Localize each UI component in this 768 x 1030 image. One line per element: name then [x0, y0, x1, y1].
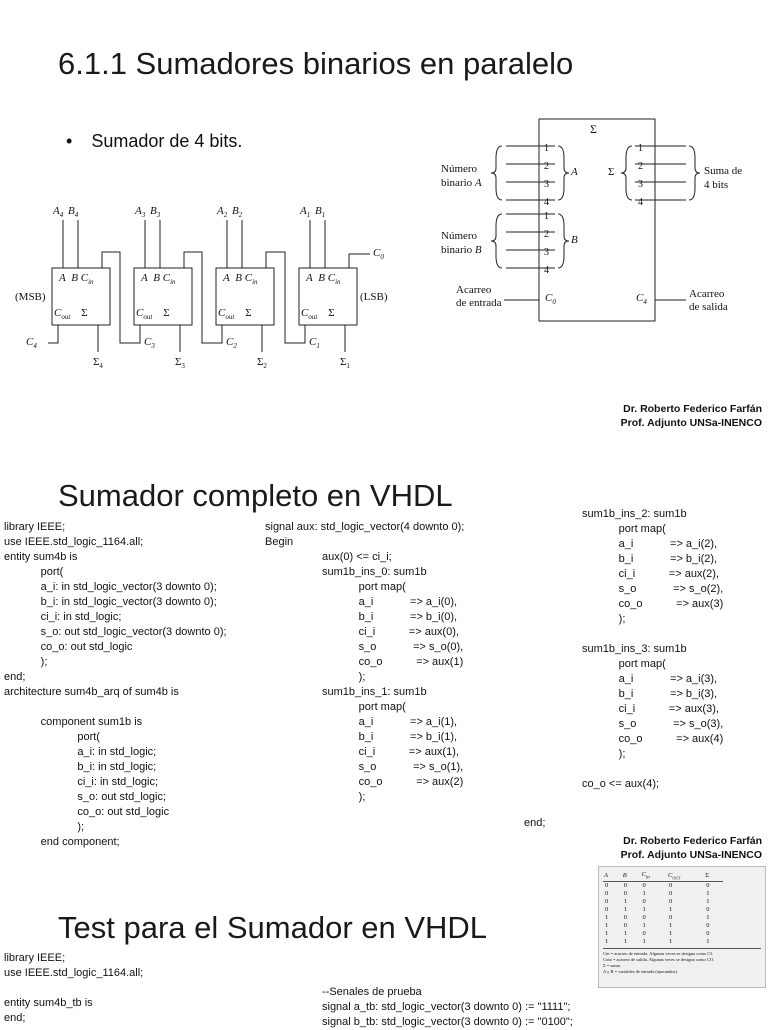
box2-b: B: [235, 272, 242, 284]
vhdl-col1: [4, 520, 227, 850]
truth-table-cell: 1: [642, 890, 646, 898]
code-col3-line: );: [582, 613, 626, 625]
label-sigma: Σ: [608, 166, 615, 178]
carry-in-line1: Acarreo: [456, 284, 492, 296]
box3-a: A: [141, 272, 148, 284]
sum2-label: [257, 356, 267, 370]
slide2-credit: [621, 834, 762, 862]
lsb-label: (LSB): [360, 291, 388, 303]
code-col2a-line: signal aux: std_logic_vector(4 downto 0);: [265, 521, 465, 533]
code-col1-line: ci_i: in std_logic;: [4, 776, 159, 788]
box1-cout-sub: out: [308, 313, 318, 322]
box4-cin: C: [80, 272, 89, 284]
label-b: B: [571, 234, 578, 246]
box4-top-labels: [59, 272, 94, 286]
truth-table-cell: 1: [642, 938, 646, 946]
box1-cin: C: [327, 272, 336, 284]
c2-letter: C: [226, 336, 234, 348]
truth-table: [598, 866, 766, 988]
truth-table-cell: 1: [669, 938, 673, 946]
box3-b: B: [153, 272, 160, 284]
truth-table-row: [603, 930, 723, 938]
code-col1-line: port(: [4, 566, 64, 578]
b3-label: B: [149, 205, 157, 217]
c4-letter: C: [26, 336, 34, 348]
truth-table-cell: 1: [623, 930, 628, 938]
th-cout-sub: OUT: [672, 874, 681, 880]
pin-b3: 3: [544, 247, 549, 258]
box2-cin: C: [244, 272, 253, 284]
truth-table-cell: 0: [706, 906, 710, 914]
a2-sub: 2: [223, 211, 228, 220]
code-col1-line: );: [4, 656, 48, 668]
truth-table-cell: 0: [706, 882, 710, 890]
code-col1-line: library IEEE;: [4, 521, 66, 533]
pin-a2: 2: [544, 161, 549, 172]
code-col1-line: [4, 700, 227, 715]
truth-table-row: [603, 890, 723, 898]
note-cin: Cin = acarreo de entrada. Algunas veces se designa como CI.: [603, 951, 713, 957]
block-c0: [545, 292, 556, 306]
truth-table-cell: 0: [642, 930, 646, 938]
vhdl-col3: [582, 507, 723, 792]
truth-table-cell: 0: [642, 882, 646, 890]
sum-line2: 4 bits: [704, 179, 729, 191]
code-col1-line: a_i: in std_logic;: [4, 746, 157, 758]
b3-sub: 3: [156, 211, 161, 220]
truth-table-cell: 1: [623, 906, 628, 914]
sum1-label: [340, 356, 350, 370]
box2-top-labels: [223, 272, 258, 286]
truth-table-row: [603, 938, 723, 946]
code-col3-line: b_i => b_i(3),: [582, 688, 718, 700]
box2-cout-sub: out: [225, 313, 235, 322]
code-col1-line: b_i: in std_logic;: [4, 761, 157, 773]
note-sum: Σ = suma: [603, 963, 620, 969]
pin-a3: 3: [544, 179, 549, 190]
code-col3-line: [582, 627, 723, 642]
truth-table-cell: 1: [605, 938, 609, 946]
num-b-binario: binario: [441, 244, 473, 256]
code-col2b-line: s_o => s_o(1),: [322, 761, 464, 773]
truth-table-cell: 0: [623, 882, 628, 890]
b2-sub: 2: [238, 211, 243, 220]
truth-table-row: [603, 882, 723, 891]
msb-label: (MSB): [15, 291, 46, 303]
pins-b: [544, 208, 549, 280]
code-col3-line: ci_i => aux(2),: [582, 568, 719, 580]
truth-table-cell: 1: [642, 922, 646, 930]
sum1-sub: 1: [346, 362, 350, 371]
vhdl-col2a: [265, 520, 464, 550]
credit1-line1: Dr. Roberto Federico Farfán: [623, 403, 762, 415]
code-col2b-line: b_i => b_i(1),: [322, 731, 458, 743]
code-col3-line: a_i => a_i(3),: [582, 673, 718, 685]
c4-sub: 4: [33, 342, 37, 351]
code-col2b-line: a_i => a_i(0),: [322, 596, 458, 608]
code-col3-line: port map(: [582, 658, 666, 670]
c0-letter: C: [373, 247, 381, 259]
pins-out: [638, 140, 643, 212]
code-col1-line: );: [4, 821, 85, 833]
code-col3-line: ci_i => aux(3),: [582, 703, 719, 715]
box4-cin-sub: in: [88, 278, 94, 287]
truth-table-cell: 0: [605, 890, 609, 898]
box1-sigma: Σ: [328, 307, 335, 319]
truth-table-cell: 0: [706, 930, 710, 938]
sum-line1: Suma de: [704, 165, 743, 177]
carry-out-line2: de salida: [689, 301, 728, 313]
note-operands: A y B = variables de entrada (operandos): [603, 969, 677, 975]
box3-cout-sub: out: [143, 313, 153, 322]
carry-out-label: [689, 288, 728, 314]
truth-table-cell: 1: [669, 922, 673, 930]
carry-in-label: [456, 284, 502, 310]
truth-table-cell: 1: [706, 898, 710, 906]
code-col2b-line: port map(: [322, 581, 406, 593]
truth-table-row: [603, 914, 723, 922]
truth-table-cell: 0: [605, 882, 609, 890]
tb-col1-line: end;: [4, 1012, 26, 1024]
box4-sigma: Σ: [81, 307, 88, 319]
sum-bits-label: [704, 164, 742, 192]
truth-table-cell: 0: [669, 914, 673, 922]
stage2-inputs: [217, 205, 242, 219]
code-col2b-line: );: [322, 791, 366, 803]
num-a-line1: Número: [441, 163, 478, 175]
box2-a: A: [223, 272, 230, 284]
box2-cin-sub: in: [252, 278, 258, 287]
box1-top-labels: [306, 272, 341, 286]
code-col1-line: a_i: in std_logic_vector(3 downto 0);: [4, 581, 217, 593]
sum4-sigma: Σ: [93, 356, 100, 368]
pin-b1: 1: [544, 211, 549, 222]
box2-sigma: Σ: [245, 307, 252, 319]
truth-table-cell: 1: [706, 914, 710, 922]
truth-table-cell: 1: [623, 898, 628, 906]
c1-letter: C: [309, 336, 317, 348]
truth-table-row: [603, 922, 723, 930]
th-cin-sub: in: [645, 875, 650, 881]
stage3-inputs: [135, 205, 160, 219]
box4-bottom-labels: [54, 307, 88, 321]
box4-cout: C: [54, 307, 62, 319]
box3-sigma: Σ: [163, 307, 170, 319]
truth-table-cell: 1: [669, 930, 673, 938]
truth-table-cell: 1: [706, 938, 710, 946]
b2-label: B: [231, 205, 239, 217]
a1-sub: 1: [306, 211, 311, 220]
code-col1-line: b_i: in std_logic_vector(3 downto 0);: [4, 596, 217, 608]
code-col3-line: b_i => b_i(2),: [582, 553, 718, 565]
c1-sub: 1: [316, 342, 320, 351]
truth-table-cell: 1: [605, 922, 609, 930]
sum2-sigma: Σ: [257, 356, 264, 368]
credit2-line2: Prof. Adjunto UNSa-INENCO: [620, 849, 762, 861]
block-c0-sub: 0: [552, 298, 556, 307]
code-col3-line: port map(: [582, 523, 666, 535]
code-col2b-line: ci_i => aux(0),: [322, 626, 459, 638]
box3-cout: C: [136, 307, 144, 319]
code-col3-line: sum1b_ins_3: sum1b: [582, 643, 687, 655]
tb-col2-line: --Senales de prueba: [322, 986, 422, 998]
box4-a: A: [59, 272, 66, 284]
code-col3-line: co_o => aux(3): [582, 598, 724, 610]
truth-table-cell: 0: [669, 898, 673, 906]
tb-col1-line: [4, 981, 143, 996]
tb-col1-line: library IEEE;: [4, 952, 66, 964]
truth-table-cell: 0: [623, 890, 628, 898]
vhdl-end: end;: [524, 817, 546, 829]
num-b-label: [441, 229, 482, 257]
num-a-var: A: [474, 177, 482, 189]
box2-cout: C: [218, 307, 226, 319]
a3-label: A: [135, 205, 142, 217]
code-col3-line: s_o => s_o(2),: [582, 583, 724, 595]
pin-o4: 4: [638, 197, 643, 208]
code-col2b-line: b_i => b_i(0),: [322, 611, 458, 623]
sum3-sigma: Σ: [175, 356, 182, 368]
th-cout-text: C: [668, 871, 673, 879]
truth-table-cell: 0: [642, 914, 646, 922]
truth-table-cell: 1: [605, 930, 609, 938]
code-col1-line: end component;: [4, 836, 120, 848]
truth-table-cell: 0: [669, 882, 673, 890]
vhdl-col2b: [322, 550, 463, 805]
c1-label: [309, 336, 320, 350]
num-a-binario: binario: [441, 177, 473, 189]
code-col1-line: port(: [4, 731, 100, 743]
code-col2b-line: aux(0) <= ci_i;: [322, 551, 392, 563]
code-col1-line: architecture sum4b_arq of sum4b is: [4, 686, 179, 698]
credit1-line2: Prof. Adjunto UNSa-INENCO: [620, 417, 762, 429]
sum4-label: [93, 356, 103, 370]
th-a-text: A: [604, 872, 608, 880]
code-col3-line: co_o <= aux(4);: [582, 778, 660, 790]
truth-table-cell: 0: [669, 890, 673, 898]
pin-b4: 4: [544, 265, 549, 276]
truth-table-cell: 0: [706, 922, 710, 930]
sum2-sub: 2: [263, 362, 267, 371]
code-col3-line: sum1b_ins_2: sum1b: [582, 508, 687, 520]
c3-letter: C: [144, 336, 152, 348]
th-cin-text: C: [641, 871, 646, 878]
num-b-line1: Número: [441, 230, 478, 242]
block-c4: [636, 292, 647, 306]
box3-cin-sub: in: [170, 278, 176, 287]
bullet-item: [66, 131, 242, 152]
code-col2b-line: );: [322, 671, 366, 683]
code-col1-line: entity sum4b is: [4, 551, 78, 563]
slide1-credit: [621, 402, 762, 430]
a4-sub: 4: [59, 211, 64, 220]
block-c0-letter: C: [545, 292, 553, 304]
block-sigma-top: Σ: [590, 122, 597, 136]
code-col1-line: end;: [4, 671, 26, 683]
box2-bottom-labels: [218, 307, 252, 321]
box1-cin-sub: in: [335, 278, 341, 287]
code-col3-line: a_i => a_i(2),: [582, 538, 718, 550]
code-col1-line: ci_i: in std_logic;: [4, 611, 122, 623]
truth-table-cell: 0: [623, 914, 628, 922]
code-col3-line: co_o => aux(4): [582, 733, 724, 745]
num-b-line2: [441, 243, 482, 257]
pins-a: [544, 140, 549, 212]
box1-cout: C: [301, 307, 309, 319]
num-a-line2: [441, 176, 482, 190]
pin-o2: 2: [638, 161, 643, 172]
num-a-label: [441, 162, 482, 190]
th-b: [622, 870, 641, 882]
slide2-title: Sumador completo en VHDL: [58, 478, 453, 513]
pin-o3: 3: [638, 179, 643, 190]
code-col1-line: co_o: out std_logic: [4, 806, 170, 818]
bullet-dot: •: [66, 131, 73, 151]
truth-table-row: [603, 906, 723, 914]
truth-table-cell: 1: [706, 890, 710, 898]
tb-col2-line: signal a_tb: std_logic_vector(3 downto 0) := "1111";: [322, 1001, 571, 1013]
b4-label: B: [67, 205, 75, 217]
code-col2b-line: sum1b_ins_1: sum1b: [322, 686, 427, 698]
pin-o1: 1: [638, 143, 643, 154]
th-b-text: B: [622, 872, 627, 880]
c2-sub: 2: [233, 342, 237, 351]
block-c4-sub: 4: [643, 298, 647, 307]
tb-col2-line: signal b_tb: std_logic_vector(3 downto 0) := "0100";: [322, 1016, 573, 1028]
box4-b: B: [71, 272, 78, 284]
code-col2b-line: co_o => aux(1): [322, 656, 464, 668]
sum4-sub: 4: [99, 362, 103, 371]
tb-col1-line: use IEEE.std_logic_1164.all;: [4, 967, 144, 979]
c3-sub: 3: [151, 342, 155, 351]
b1-label: B: [314, 205, 322, 217]
code-col2b-line: s_o => s_o(0),: [322, 641, 464, 653]
bullet-text: Sumador de 4 bits.: [91, 131, 243, 151]
label-a: A: [571, 166, 578, 178]
box3-cin: C: [162, 272, 171, 284]
c4-out-label: [26, 336, 37, 350]
truth-table-cell: 1: [642, 906, 646, 914]
c0-label: [373, 247, 384, 261]
truth-table-cell: 0: [623, 922, 628, 930]
th-sigma-text: Σ: [705, 872, 709, 880]
code-col1-line: s_o: out std_logic_vector(3 downto 0);: [4, 626, 227, 638]
stage4-inputs: [53, 205, 78, 219]
truth-table-cell: 1: [669, 906, 673, 914]
box4-cout-sub: out: [61, 313, 71, 322]
box3-bottom-labels: [136, 307, 170, 321]
code-col2b-line: port map(: [322, 701, 406, 713]
credit2-line1: Dr. Roberto Federico Farfán: [623, 835, 762, 847]
truth-table-cell: 1: [605, 914, 609, 922]
a2-label: A: [217, 205, 224, 217]
code-col2b-line: a_i => a_i(1),: [322, 716, 458, 728]
truth-table-row: [603, 898, 723, 906]
note-cout: Cout = acarreo de salida. Algunas veces se designa como CO.: [603, 957, 715, 963]
box1-b: B: [318, 272, 325, 284]
th-cin: [641, 870, 668, 882]
th-cout: [667, 870, 704, 882]
tb-col1: [4, 951, 143, 1026]
carry-in-line2: de entrada: [456, 297, 502, 309]
a4-label: A: [53, 205, 60, 217]
stage1-inputs: [300, 205, 325, 219]
c0-sub: 0: [380, 253, 384, 262]
code-col1-line: component sum1b is: [4, 716, 143, 728]
truth-table-cell: 0: [605, 906, 609, 914]
carry-out-line1: Acarreo: [689, 288, 725, 300]
truth-table-cell: 0: [605, 898, 609, 906]
truth-table-grid: [603, 870, 723, 946]
block-c4-letter: C: [636, 292, 644, 304]
code-col1-line: s_o: out std_logic;: [4, 791, 167, 803]
th-a: [603, 870, 622, 882]
code-col2b-line: sum1b_ins_0: sum1b: [322, 566, 427, 578]
a3-sub: 3: [141, 211, 146, 220]
code-col1-line: use IEEE.std_logic_1164.all;: [4, 536, 144, 548]
a1-label: A: [300, 205, 307, 217]
code-col2b-line: co_o => aux(2): [322, 776, 464, 788]
c3-label: [144, 336, 155, 350]
truth-table-cell: 1: [623, 938, 628, 946]
sum3-label: [175, 356, 185, 370]
sum1-sigma: Σ: [340, 356, 347, 368]
box1-a: A: [306, 272, 313, 284]
code-col3-line: );: [582, 748, 626, 760]
pin-a4: 4: [544, 197, 549, 208]
truth-table-notes: [603, 948, 761, 975]
ripple-carry-diagram: [8, 200, 408, 380]
c2-label: [226, 336, 237, 350]
b4-sub: 4: [74, 211, 79, 220]
pin-b2: 2: [544, 229, 549, 240]
num-b-var: B: [474, 244, 482, 256]
tb-col2: [322, 985, 573, 1030]
box1-bottom-labels: [301, 307, 335, 321]
code-col1-line: co_o: out std_logic: [4, 641, 133, 653]
truth-table-cell: 0: [642, 898, 646, 906]
code-col2b-line: ci_i => aux(1),: [322, 746, 459, 758]
pin-a1: 1: [544, 143, 549, 154]
tb-col1-line: entity sum4b_tb is: [4, 997, 93, 1009]
truth-table-header: [603, 870, 723, 882]
sum3-sub: 3: [181, 362, 185, 371]
th-sigma: [704, 870, 723, 882]
box3-top-labels: [141, 272, 176, 286]
b1-sub: 1: [321, 211, 326, 220]
code-col2a-line: Begin: [265, 536, 294, 548]
code-col3-line: s_o => s_o(3),: [582, 718, 724, 730]
code-col3-line: [582, 762, 723, 777]
slide3-title: Test para el Sumador en VHDL: [58, 910, 488, 945]
slide1-title: 6.1.1 Sumadores binarios en paralelo: [58, 46, 574, 81]
